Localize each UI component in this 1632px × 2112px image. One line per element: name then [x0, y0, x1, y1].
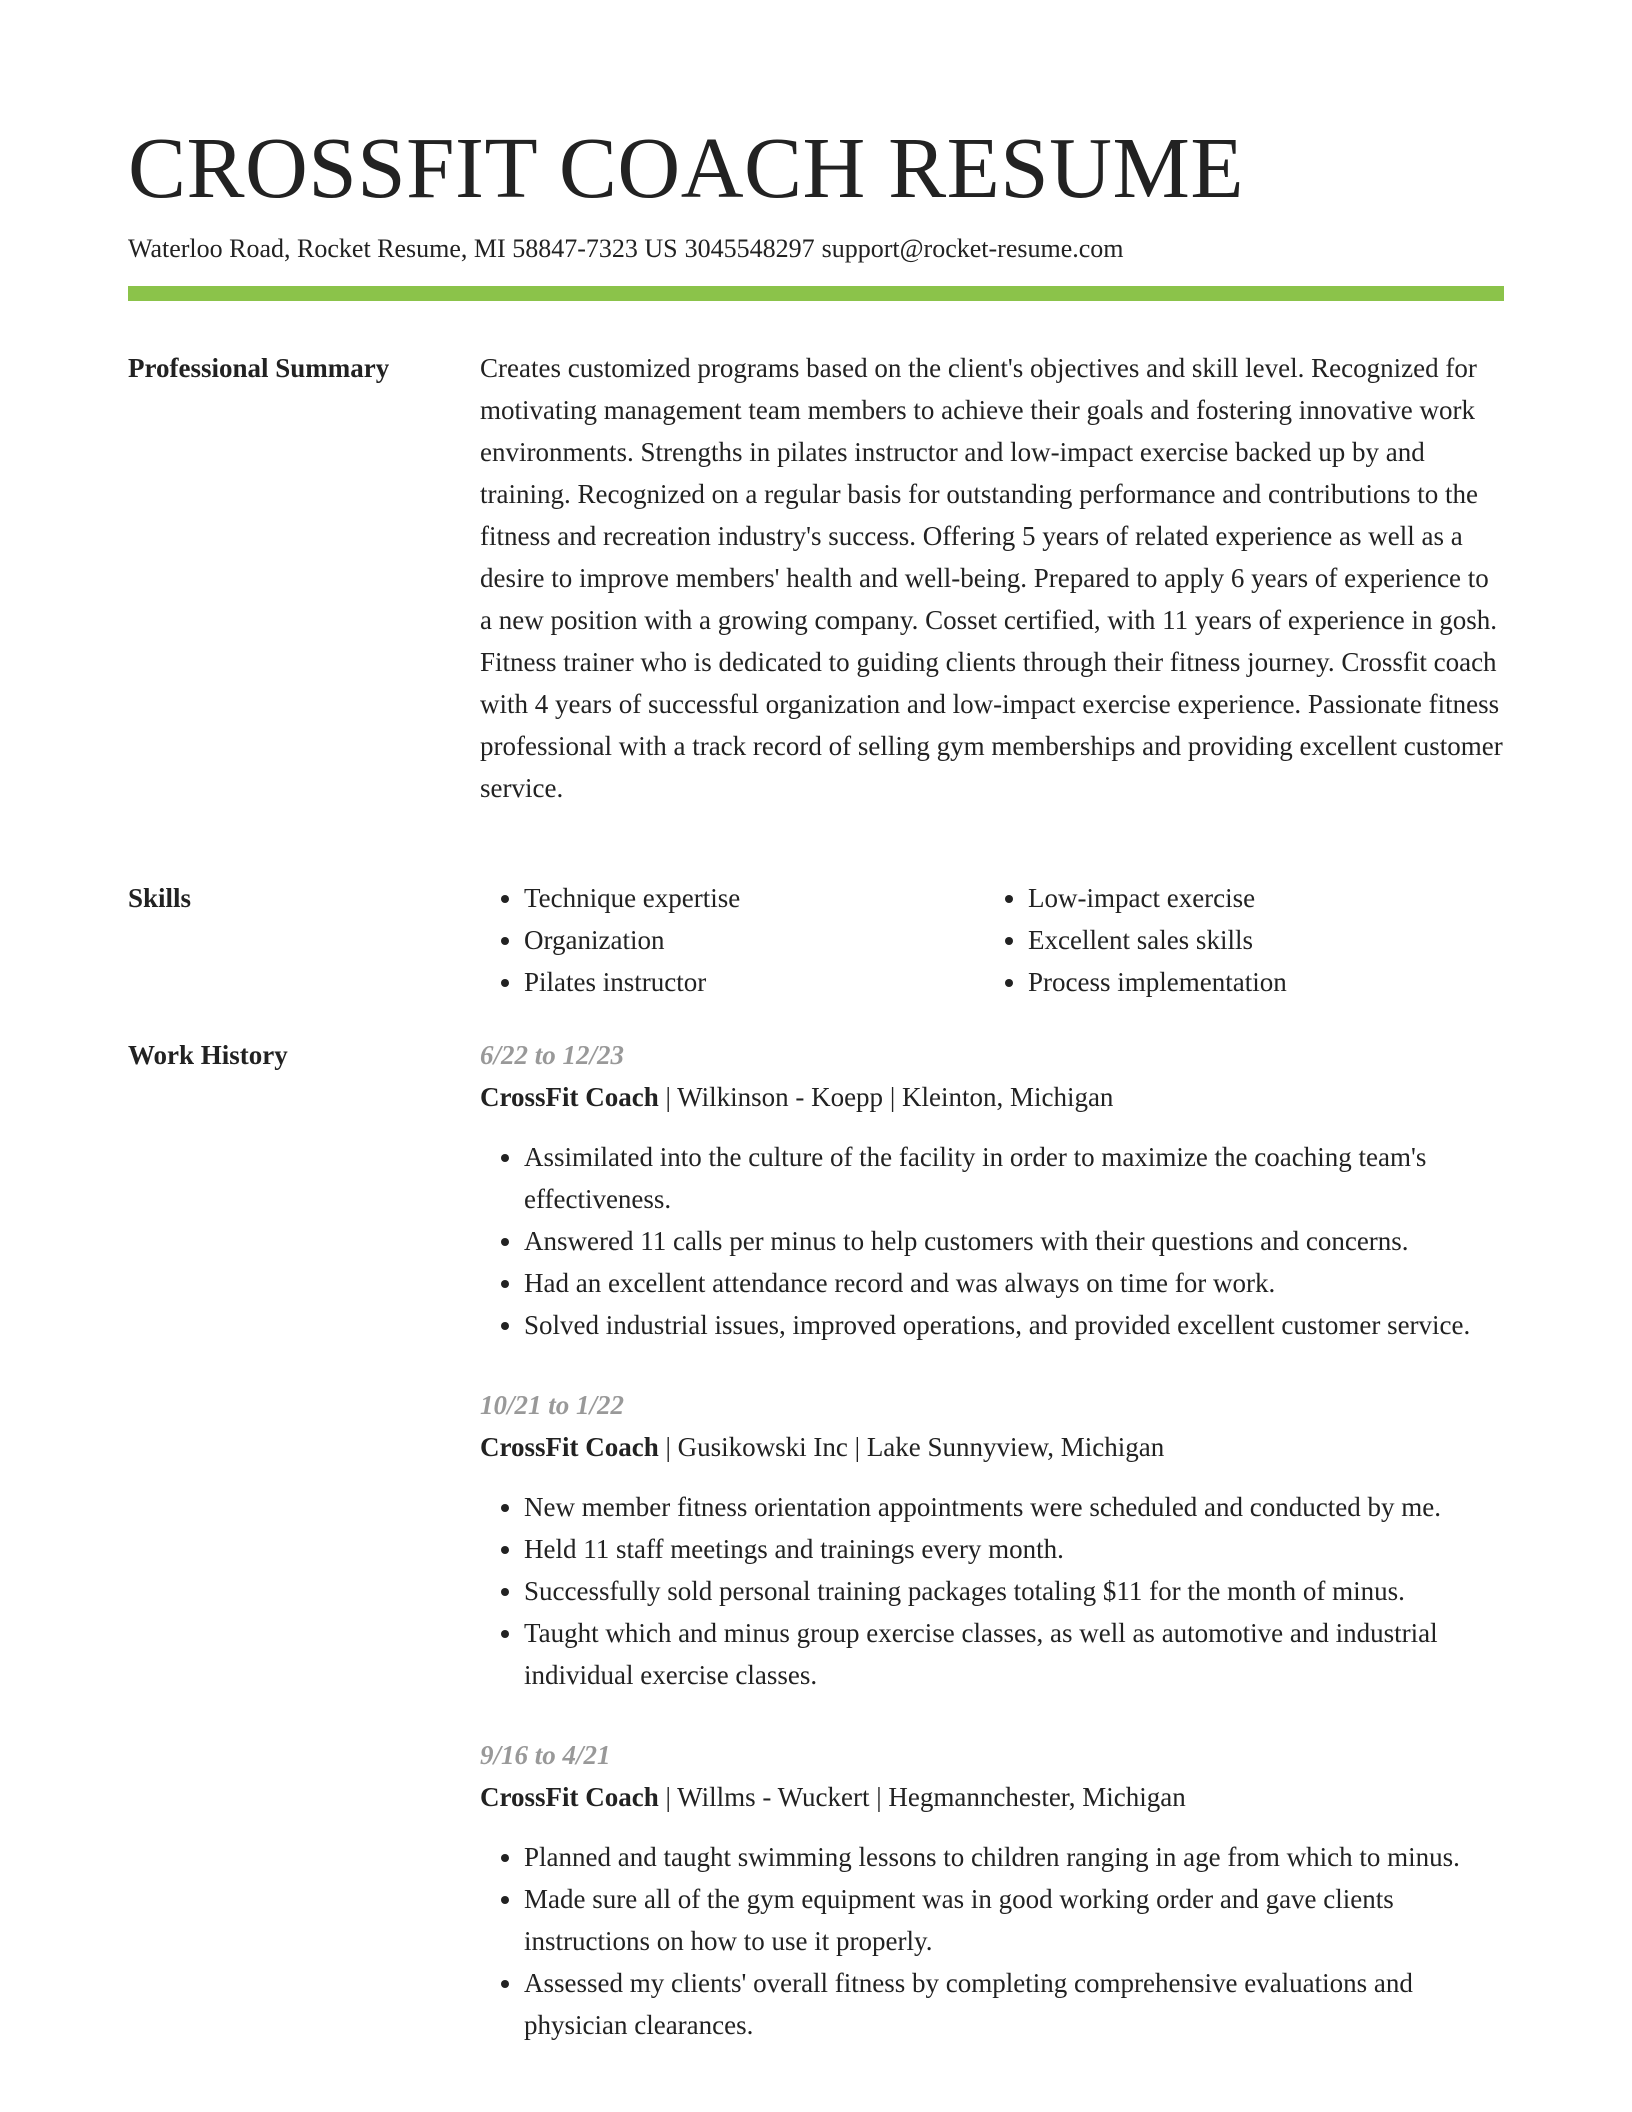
skills-grid	[480, 877, 1504, 1003]
skill-item: • Organization	[524, 919, 984, 961]
job-dates: 9/16 to 4/21	[480, 1740, 611, 1770]
skill-item: • Low-impact exercise	[1028, 877, 1488, 919]
resume-title: CROSSFIT COACH RESUME	[128, 119, 1245, 216]
job-bullets	[480, 1486, 1504, 1696]
job-dates: 6/22 to 12/23	[480, 1040, 625, 1070]
contact-line	[128, 232, 1131, 266]
job-bullet: • Solved industrial issues, improved operations, and provided excellent customer service.	[524, 1304, 1504, 1346]
contact-email: support@rocket-resume.com	[821, 234, 1124, 263]
job-title: CrossFit Coach	[480, 1082, 659, 1112]
job-bullet: • Held 11 staff meetings and trainings every month.	[524, 1528, 1504, 1570]
job-separator: |	[883, 1082, 902, 1112]
job-entry	[480, 1734, 1504, 2046]
job-entry	[480, 1384, 1504, 1696]
summary-body	[480, 347, 1504, 809]
job-company: Wilkinson - Koepp	[677, 1082, 884, 1112]
job-separator: |	[658, 1432, 678, 1462]
job-company: Gusikowski Inc	[677, 1432, 848, 1462]
job-title: CrossFit Coach	[480, 1782, 659, 1812]
job-dates: 10/21 to 1/22	[480, 1390, 625, 1420]
job-title: CrossFit Coach	[480, 1432, 659, 1462]
skills-label: Skills	[128, 883, 192, 913]
job-separator: |	[869, 1782, 889, 1812]
job-bullet: • Taught which and minus group exercise classes, as well as automotive and industrial individual exercise classes.	[524, 1612, 1504, 1696]
job-bullet: • Had an excellent attendance record and was always on time for work.	[524, 1262, 1504, 1304]
job-bullet: • Successfully sold personal training packages totaling $11 for the month of minus.	[524, 1570, 1504, 1612]
job-separator: |	[658, 1782, 678, 1812]
job-company: Willms - Wuckert	[677, 1782, 870, 1812]
job-bullets	[480, 1136, 1504, 1346]
contact-phone: 3045548297	[684, 234, 815, 263]
work-label: Work History	[128, 1040, 288, 1070]
job-bullet: • Answered 11 calls per minus to help customers with their questions and concerns.	[524, 1220, 1504, 1262]
work-body	[480, 1034, 1504, 2084]
job-bullet: • Made sure all of the gym equipment was in good working order and gave clients instructions on how to use it properly.	[524, 1878, 1504, 1962]
job-bullet: • New member fitness orientation appointments were scheduled and conducted by me.	[524, 1486, 1504, 1528]
skill-item: • Technique expertise	[524, 877, 984, 919]
job-location: Lake Sunnyview, Michigan	[866, 1432, 1165, 1462]
job-separator: |	[658, 1082, 678, 1112]
job-heading	[480, 1776, 1504, 1818]
job-entry	[480, 1034, 1504, 1346]
summary-label: Professional Summary	[128, 353, 390, 383]
contact-address: Waterloo Road, Rocket Resume, MI 58847-7323 US	[128, 234, 678, 263]
job-bullets	[480, 1836, 1504, 2046]
job-heading	[480, 1076, 1504, 1118]
skills-body	[480, 877, 1504, 1003]
skill-item: • Pilates instructor	[524, 961, 984, 1003]
skill-item: • Excellent sales skills	[1028, 919, 1488, 961]
job-location: Hegmannchester, Michigan	[888, 1782, 1186, 1812]
header-divider	[128, 286, 1504, 301]
summary-text: Creates customized programs based on the client's objectives and skill level. Recognized for motivating management team members to achieve their goals and fostering innovative work environments. Strengths in pilates instructor and low-impact exercise backed up by and training. Recognized on a regular basis for outstanding performance and contributions to the fitness and recreation industry's success. Offering 5 years of related experience as well as a desire to improve members' health and well-being. Prepared to apply 6 years of experience to a new position with a growing company. Cosset certified, with 11 years of experience in gosh. Fitness trainer who is dedicated to guiding clients through their fitness journey. Crossfit coach with 4 years of successful organization and low-impact exercise experience. Passionate fitness professional with a track record of selling gym memberships and providing excellent customer service.	[480, 353, 1503, 803]
job-bullet: • Assimilated into the culture of the facility in order to maximize the coaching team's effectiveness.	[524, 1136, 1504, 1220]
job-separator: |	[847, 1432, 867, 1462]
skills-list-right	[984, 877, 1488, 1003]
job-bullet: • Assessed my clients' overall fitness by completing comprehensive evaluations and physician clearances.	[524, 1962, 1504, 2046]
job-heading	[480, 1426, 1504, 1468]
job-bullet: • Planned and taught swimming lessons to children ranging in age from which to minus.	[524, 1836, 1504, 1878]
job-location: Kleinton, Michigan	[901, 1082, 1114, 1112]
skill-item: • Process implementation	[1028, 961, 1488, 1003]
skills-list-left	[480, 877, 984, 1003]
